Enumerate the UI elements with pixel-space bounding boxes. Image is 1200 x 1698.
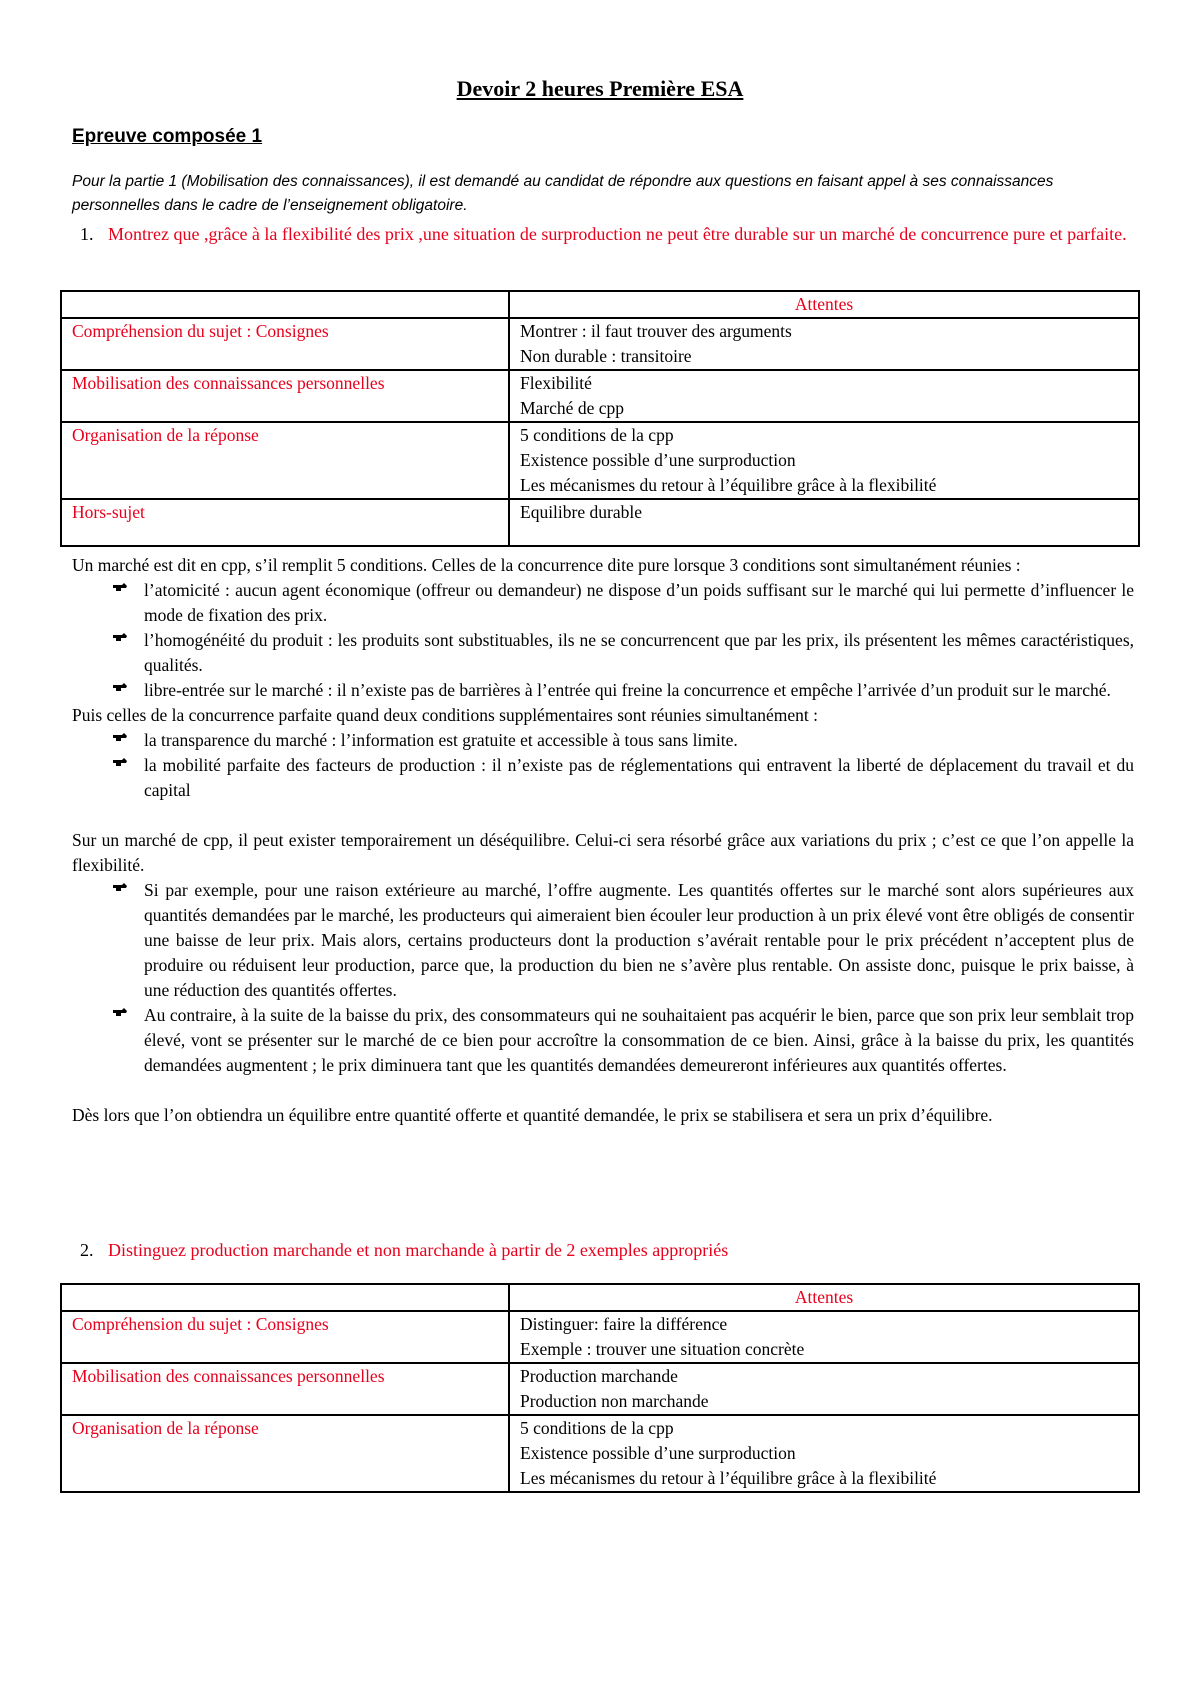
expectation-line: Existence possible d’une surproduction (520, 450, 796, 470)
list-item: la transparence du marché : l’information est gratuite et accessible à tous sans limite. (144, 728, 1134, 753)
expectation-line: Non durable : transitoire (520, 346, 692, 366)
criterion-expectations (509, 1363, 1139, 1415)
criterion-expectations (509, 318, 1139, 370)
table-row (61, 1311, 1139, 1363)
table-header-row (61, 1284, 1139, 1311)
expectation-line: 5 conditions de la cpp (520, 425, 674, 445)
paragraph: Sur un marché de cpp, il peut exister temporairement un déséquilibre. Celui-ci sera résorbé grâce aux variations du prix ; c’est ce que l’on appelle la flexibilité. (72, 830, 1134, 875)
table-header-cell: Attentes (509, 1284, 1139, 1311)
table-row (61, 370, 1139, 422)
table-corner-cell (61, 1284, 509, 1311)
expectation-line: Les mécanismes du retour à l’équilibre grâce à la flexibilité (520, 475, 937, 495)
pointing-hand-icon (112, 881, 128, 893)
table-row (61, 1415, 1139, 1492)
table-header-row (61, 291, 1139, 318)
expectation-line: Production non marchande (520, 1391, 709, 1411)
criterion-label: Compréhension du sujet : Consignes (61, 1311, 509, 1363)
blank-line (72, 1078, 1134, 1103)
bullet-list (72, 878, 1134, 1078)
question-number: 1. (80, 224, 94, 244)
bullet-list (72, 728, 1134, 803)
expectation-line: 5 conditions de la cpp (520, 1418, 674, 1438)
paragraph: Dès lors que l’on obtiendra un équilibre entre quantité offerte et quantité demandée, le prix se stabilisera et sera un prix d’équilibre. (72, 1105, 993, 1125)
criterion-expectations (509, 1311, 1139, 1363)
expectations-table-1 (60, 290, 1140, 547)
table-row (61, 1363, 1139, 1415)
question-text: Montrez que ,grâce à la flexibilité des prix ,une situation de surproduction ne peut être durable sur un marché de concurrence pure et parfaite. (108, 224, 1127, 244)
criterion-expectations (509, 1415, 1139, 1492)
pointing-hand-icon (112, 756, 128, 768)
table-row (61, 318, 1139, 370)
list-item: libre-entrée sur le marché : il n’existe pas de barrières à l’entrée qui freine la concurrence et empêche l’arrivée d’un produit sur le marché. (144, 678, 1134, 703)
section-subtitle: Epreuve composée 1 (72, 126, 263, 147)
list-item: Au contraire, à la suite de la baisse du prix, des consommateurs qui ne souhaitaient pas acquérir le bien, parce que son prix leur semblait trop élevé, vont se présenter sur le marché de ce bien pour accroître la consommation de ce bien. Ainsi, grâce à la baisse du prix, les quantités demandées augmentent ; le prix diminuera tant que les quantités demandées demeureront inférieures aux quantités offertes. (144, 1003, 1134, 1078)
paragraph: Puis celles de la concurrence parfaite quand deux conditions supplémentaires sont réunies simultanément : (72, 705, 818, 725)
criterion-expectations (509, 370, 1139, 422)
criterion-expectations (509, 499, 1139, 546)
criterion-label: Mobilisation des connaissances personnelles (61, 1363, 509, 1415)
table-header-cell: Attentes (509, 291, 1139, 318)
criterion-expectations (509, 422, 1139, 499)
expectations-table-2 (60, 1283, 1140, 1493)
criterion-label: Mobilisation des connaissances personnelles (61, 370, 509, 422)
bullet-list (72, 578, 1134, 703)
document-title: Devoir 2 heures Première ESA (456, 76, 744, 101)
list-item: l’homogénéité du produit : les produits sont substituables, ils ne se concurrencent que par les prix, ils présentent les mêmes caractéristiques, qualités. (144, 628, 1134, 678)
expectation-line: Marché de cpp (520, 398, 624, 418)
expectation-line: Flexibilité (520, 373, 592, 393)
question-text: Distinguez production marchande et non marchande à partir de 2 exemples appropriés (108, 1240, 729, 1260)
table-row (61, 422, 1139, 499)
pointing-hand-icon (112, 631, 128, 643)
question-1 (80, 221, 1133, 247)
expectation-line: Les mécanismes du retour à l’équilibre grâce à la flexibilité (520, 1468, 937, 1488)
criterion-label: Hors-sujet (61, 499, 509, 546)
pointing-hand-icon (112, 1006, 128, 1018)
paragraph: Un marché est dit en cpp, s’il remplit 5 conditions. Celles de la concurrence dite pure lorsque 3 conditions sont simultanément réunies : (72, 555, 1021, 575)
criterion-label: Organisation de la réponse (61, 1415, 509, 1492)
blank-line (72, 803, 1134, 828)
list-item: l’atomicité : aucun agent économique (offreur ou demandeur) ne dispose d’un poids suffisant sur le marché qui lui permette d’influencer le mode de fixation des prix. (144, 578, 1134, 628)
expectation-line: Production marchande (520, 1366, 678, 1386)
criterion-label: Organisation de la réponse (61, 422, 509, 499)
criterion-label: Compréhension du sujet : Consignes (61, 318, 509, 370)
pointing-hand-icon (112, 681, 128, 693)
instructions-paragraph: Pour la partie 1 (Mobilisation des connaissances), il est demandé au candidat de répondre aux questions en faisant appel à ses connaissances personnelles dans le cadre de l’enseignement obligatoire. (72, 173, 1054, 214)
list-item: Si par exemple, pour une raison extérieure au marché, l’offre augmente. Les quantités offertes sur le marché sont alors supérieures aux quantités demandées par le marché, les producteurs qui aimeraient bien écouler leur production à un prix élevé vont être obligés de consentir une baisse de leur prix. Mais alors, certains producteurs dont la production s’avérait rentable pour le prix précédent n’acceptent plus de produire ou réduisent leur production, parce que, la production du bien ne s’avère plus rentable. On assiste donc, puisque le prix baisse, à une réduction des quantités offertes. (144, 878, 1134, 1003)
expectation-line: Distinguer: faire la différence (520, 1314, 728, 1334)
table-row (61, 499, 1139, 546)
list-item: la mobilité parfaite des facteurs de production : il n’existe pas de réglementations qui entravent la liberté de déplacement du travail et du capital (144, 753, 1134, 803)
pointing-hand-icon (112, 731, 128, 743)
answer-1-body (72, 553, 1134, 1128)
table-corner-cell (61, 291, 509, 318)
question-number: 2. (80, 1240, 94, 1260)
expectation-line: Existence possible d’une surproduction (520, 1443, 796, 1463)
expectation-line: Montrer : il faut trouver des arguments (520, 321, 792, 341)
expectation-line: Exemple : trouver une situation concrète (520, 1339, 805, 1359)
pointing-hand-icon (112, 581, 128, 593)
expectation-line: Equilibre durable (520, 502, 642, 522)
question-2 (80, 1237, 1133, 1263)
